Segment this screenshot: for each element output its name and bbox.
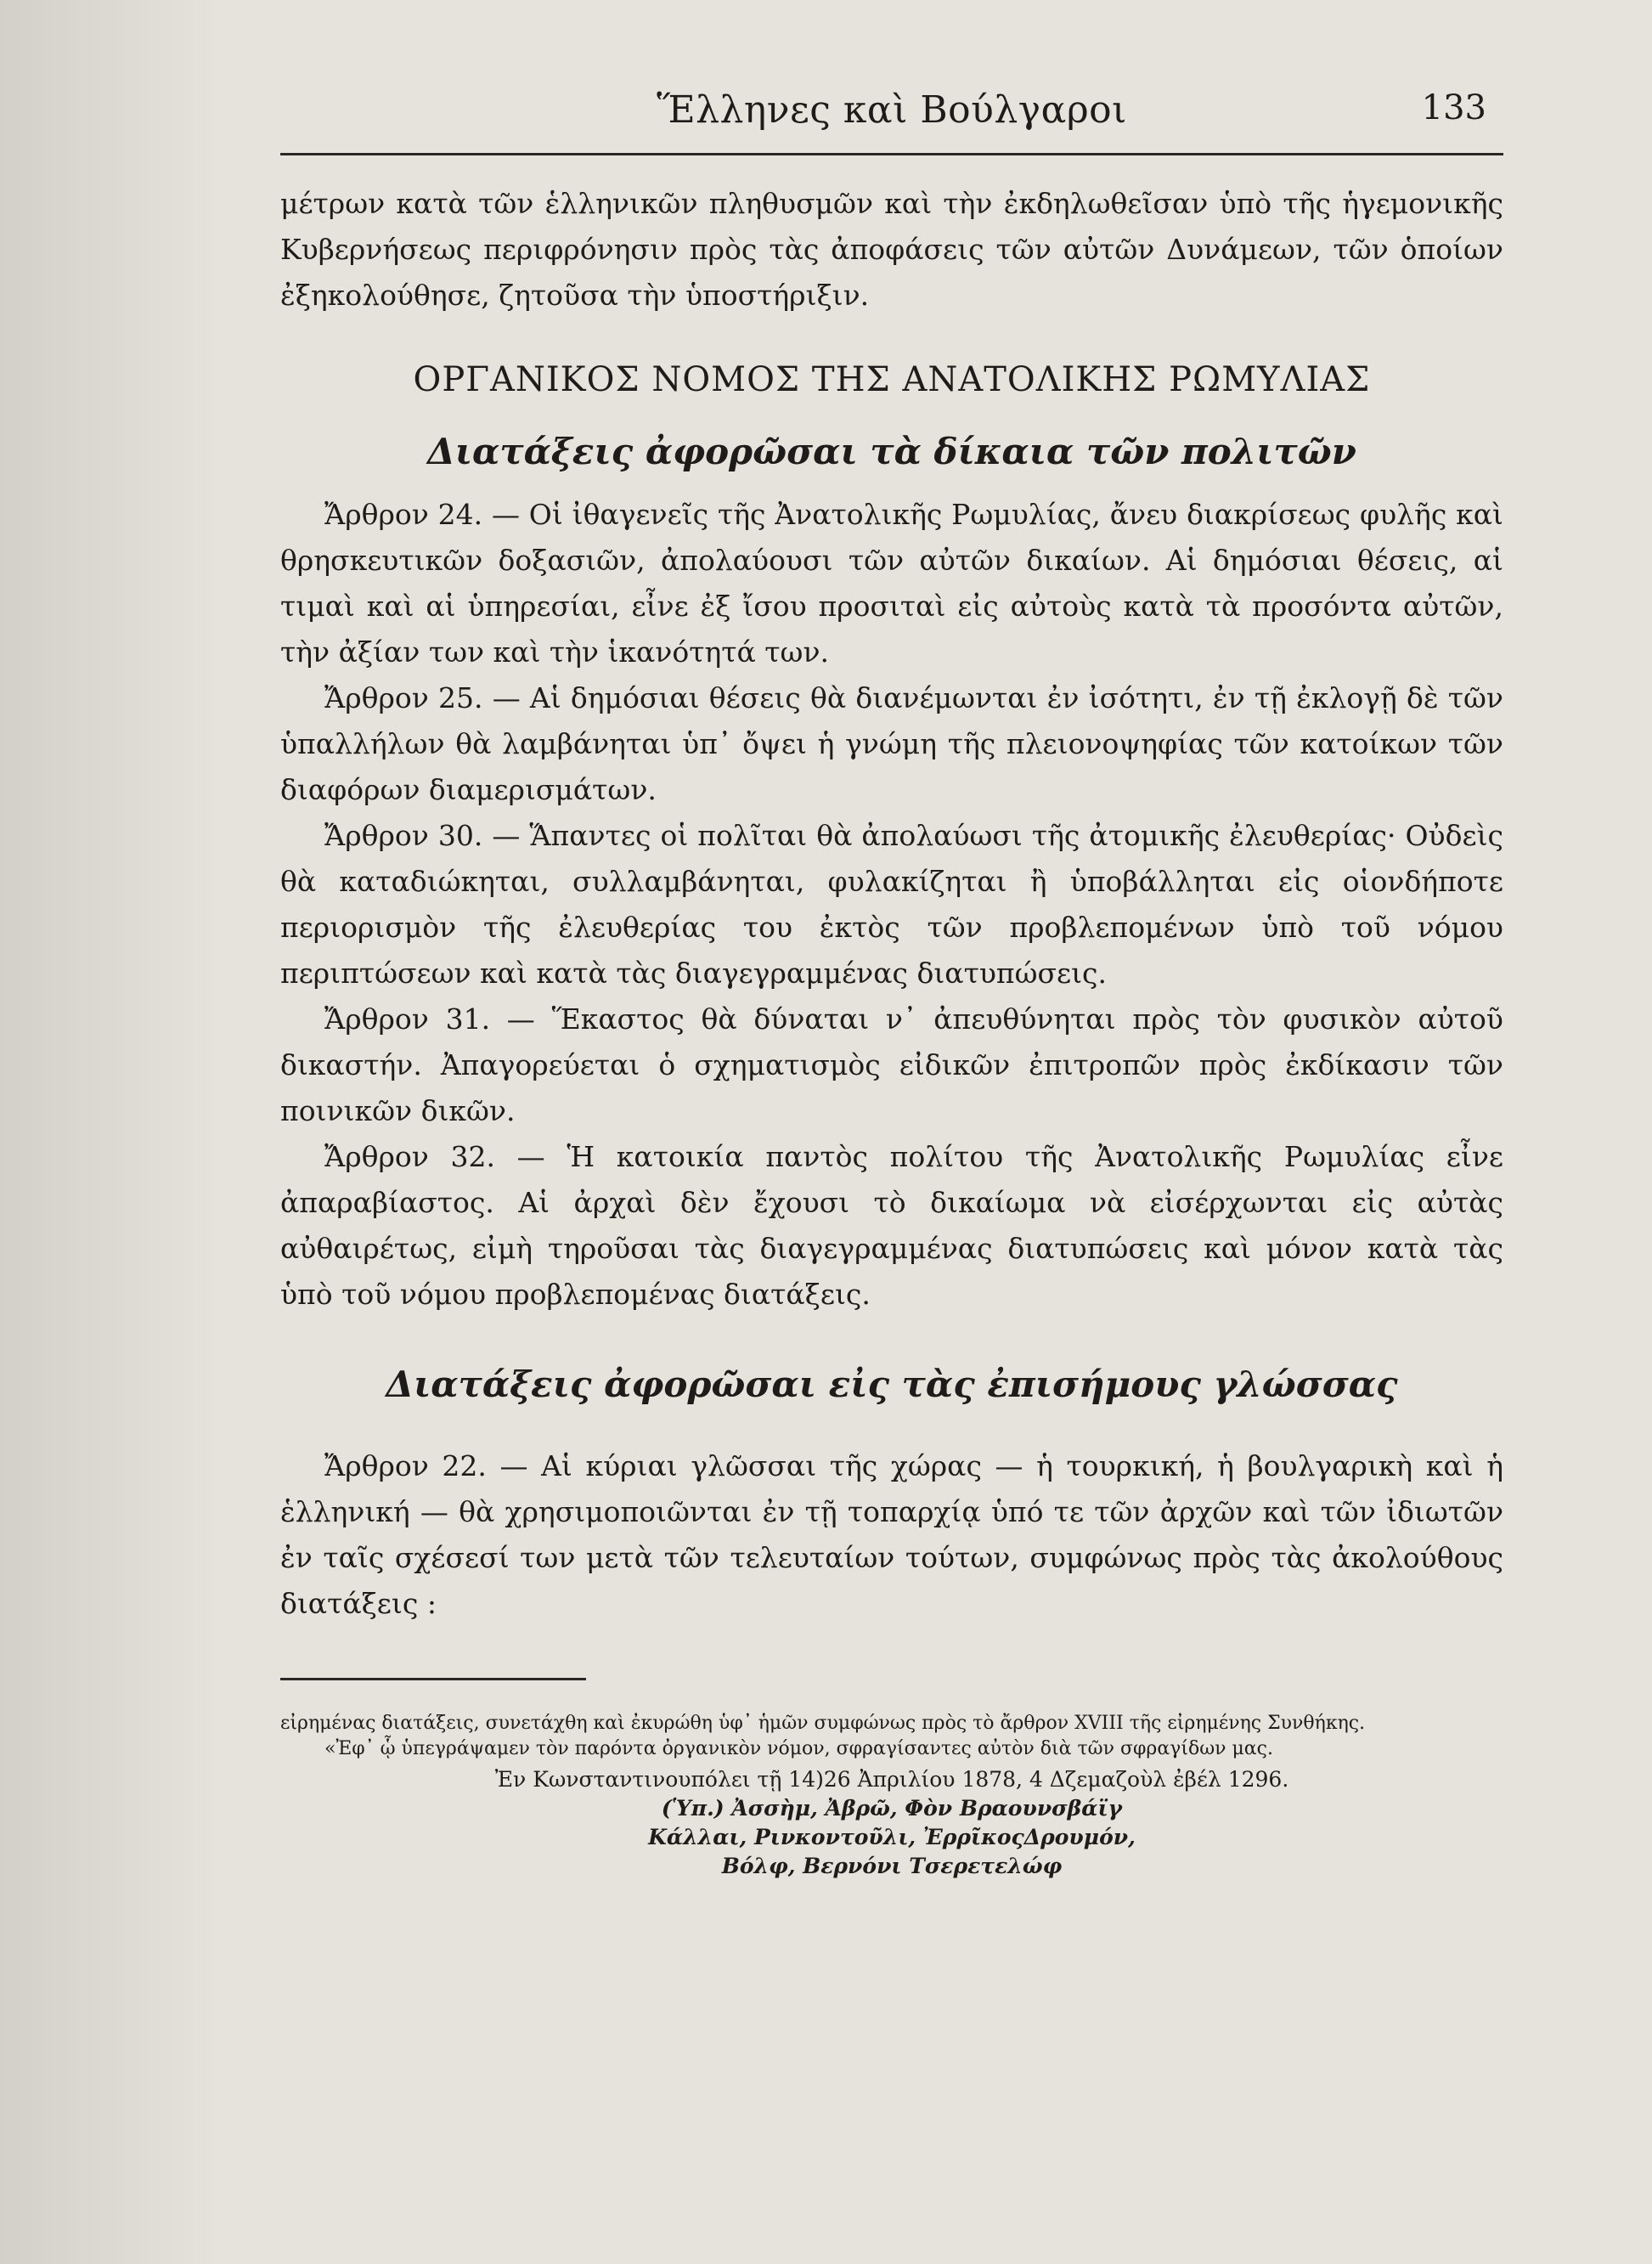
article-30: Ἄρθρον 30. — Ἅπαντες οἱ πολῖται θὰ ἀπολαύωσι τῆς ἀτομικῆς ἐλευθερίας· Οὐδεὶς θὰ καταδιώκηται, συλλαμβάνηται, φυλακίζηται ἢ ὑποβάλληται εἰς οἱονδήποτε περιορισμὸν τῆς ἐλευθερίας του ἐκτὸς τῶν προβλεπομένων ὑπὸ τοῦ νόμου περιπτώσεων καὶ κατὰ τὰς διαγεγραμμένας διατυπώσεις.	[280, 819, 1503, 990]
footnote-line-2: «Ἐφ᾽ ᾧ ὑπεγράψαμεν τὸν παρόντα ὀργανικὸν νόμον, σφραγίσαντες αὐτὸν διὰ τῶν σφραγίδων μας.	[324, 1738, 1273, 1759]
running-head-title: Ἕλληνες καὶ Βούλγαροι	[657, 88, 1127, 132]
page-gutter-shadow	[0, 0, 221, 2264]
article-31: Ἄρθρον 31. — Ἕκαστος θὰ δύναται ν᾽ ἀπευθύνηται πρὸς τὸν φυσικὸν αὐτοῦ δικαστήν. Ἀπαγορεύεται ὁ σχηματισμὸς εἰδικῶν ἐπιτροπῶν πρὸς ἐκδίκασιν τῶν ποινικῶν δικῶν.	[280, 1002, 1503, 1127]
section-heading: ΟΡΓΑΝΙΚΟΣ ΝΟΜΟΣ ΤΗΣ ΑΝΑΤΟΛΙΚΗΣ ΡΩΜΥΛΙΑΣ	[413, 360, 1371, 399]
intro-paragraph: μέτρων κατὰ τῶν ἑλληνικῶν πληθυσμῶν καὶ τὴν ἐκδηλωθεῖσαν ὑπὸ τῆς ἡγεμονικῆς Κυβερνήσεως περιφρόνησιν πρὸς τὰς ἀποφάσεις τῶν αὐτῶν Δυνάμεων, τῶν ὁποίων ἐξηκολούθησε, ζητοῦσα τὴν ὑποστήριξιν.	[280, 187, 1503, 312]
article-24: Ἄρθρον 24. — Οἱ ἰθαγενεῖς τῆς Ἀνατολικῆς Ρωμυλίας, ἄνευ διακρίσεως φυλῆς καὶ θρησκευτικῶν δοξασιῶν, ἀπολαύουσι τῶν αὐτῶν δικαίων. Αἱ δημόσιαι θέσεις, αἱ τιμαὶ καὶ αἱ ὑπηρεσίαι, εἶνε ἐξ ἴσου προσιταὶ εἰς αὐτοὺς κατὰ τὰ προσόντα αὐτῶν, τὴν ἀξίαν των καὶ τὴν ἱκανότητά των.	[280, 498, 1503, 669]
book-page	[280, 85, 1503, 1881]
signatories-line-3: Βόλφ, Βερνόνι Τσερετελώφ	[721, 1854, 1063, 1878]
article-22: Ἄρθρον 22. — Αἱ κύριαι γλῶσσαι τῆς χώρας — ἡ τουρκική, ἡ βουλγαρικὴ καὶ ἡ ἑλληνική — θὰ χρησιμοποιῶνται ἐν τῇ τοπαρχίᾳ ὑπό τε τῶν ἀρχῶν καὶ τῶν ἰδιωτῶν ἐν ταῖς σχέσεσί των μετὰ τῶν τελευταίων τούτων, συμφώνως πρὸς τὰς ἀκολούθους διατάξεις :	[280, 1449, 1503, 1620]
page-number: 133	[1421, 88, 1486, 127]
body-text	[280, 181, 1503, 1627]
article-32: Ἄρθρον 32. — Ἡ κατοικία παντὸς πολίτου τῆς Ἀνατολικῆς Ρωμυλίας εἶνε ἀπαραβίαστος. Αἱ ἀρχαὶ δὲν ἔχουσι τὸ δικαίωμα νὰ εἰσέρχωνται εἰς αὐτὰς αὐθαιρέτως, εἰμὴ τηροῦσαι τὰς διαγεγραμμένας διατυπώσεις καὶ μόνον κατὰ τὰς ὑπὸ τοῦ νόμου προβλεπομένας διατάξεις.	[280, 1140, 1503, 1311]
signature-block	[280, 1765, 1503, 1881]
footnote-line-1: εἰρημένας διατάξεις, συνετάχθη καὶ ἐκυρώθη ὑφ᾽ ἡμῶν συμφώνως πρὸς τὸ ἄρθρον XVIII τῆς εἰρημένης Συνθήκης.	[280, 1713, 1366, 1734]
signatories-line-2: Κάλλαι, Ρινκοντοῦλι, ἘρρῖκοςΔρουμόν,	[648, 1825, 1136, 1849]
signatories-line-1: (Ὑπ.) Ἀσσὴμ, Ἀβρῶ, Φὸν Βραουνσβάϊγ	[661, 1796, 1123, 1821]
article-25: Ἄρθρον 25. — Αἱ δημόσιαι θέσεις θὰ διανέμωνται ἐν ἰσότητι, ἐν τῇ ἐκλογῇ δὲ τῶν ὑπαλλήλων θὰ λαμβάνηται ὑπ᾽ ὄψει ἡ γνώμη τῆς πλειονοψηφίας τῶν κατοίκων τῶν διαφόρων διαμερισμάτων.	[280, 681, 1503, 806]
subsection-heading-official-languages: Διατάξεις ἀφορῶσαι εἰς τὰς ἐπισήμους γλώσσας	[386, 1363, 1398, 1405]
footnote-date-line: Ἐν Κωνσταντινουπόλει τῇ 14)26 Ἀπριλίου 1878, 4 Δζεμαζοὺλ ἐβέλ 1296.	[494, 1767, 1289, 1792]
subsection-heading-citizens-rights: Διατάξεις ἀφορῶσαι τὰ δίκαια τῶν πολιτῶν	[427, 431, 1356, 472]
footnotes	[280, 1711, 1503, 1762]
running-head	[280, 85, 1503, 155]
footnote-divider	[280, 1678, 586, 1680]
